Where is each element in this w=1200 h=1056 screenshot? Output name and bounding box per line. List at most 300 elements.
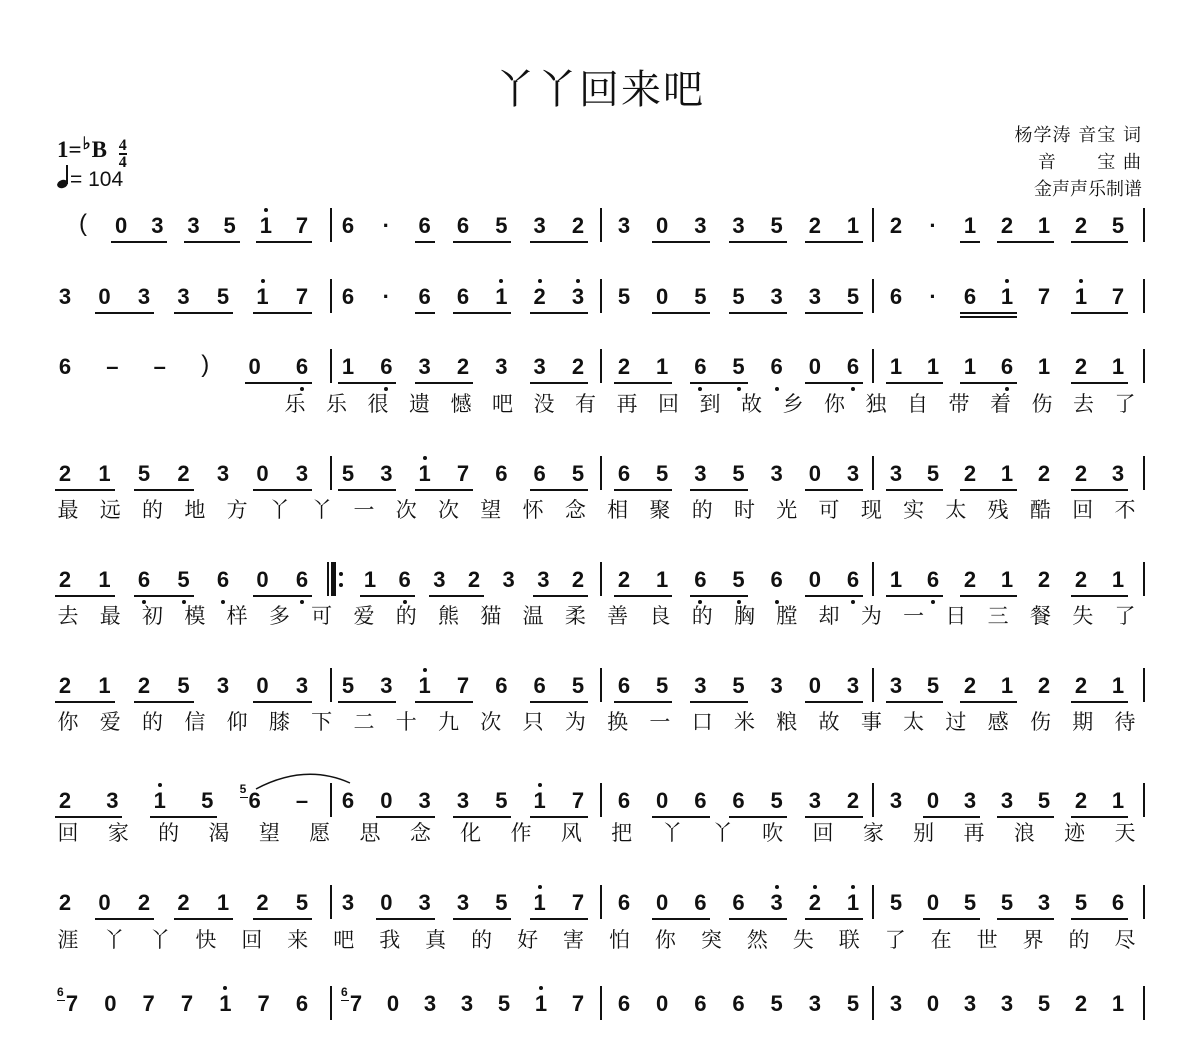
credits: [1015, 122, 1142, 203]
score-note: 3: [1037, 890, 1051, 915]
lyric-char: 丫: [661, 821, 683, 845]
score-note: 3: [295, 673, 309, 698]
lyric-char: 失: [1072, 604, 1094, 628]
beam-underline: [886, 489, 943, 491]
barline: [600, 349, 602, 383]
lyric-char: 九: [438, 710, 460, 734]
score-note: 3: [808, 991, 821, 1016]
time-signature: [119, 138, 127, 170]
score-note: 6: [380, 354, 393, 379]
lyric-char: 酷: [1029, 498, 1051, 522]
lyric-char: 怕: [608, 928, 630, 952]
score-note: 5: [694, 284, 707, 309]
lyric-char: 化: [460, 821, 482, 845]
score-note: 1: [495, 284, 508, 309]
score-note: 1: [259, 213, 272, 238]
score-note: 2: [1000, 213, 1014, 238]
score-note: 1: [1111, 991, 1125, 1016]
lyric-char: 日: [945, 604, 967, 628]
score-symbol: ·: [929, 284, 937, 309]
lyric-char: 界: [1022, 928, 1044, 952]
lyric-char: 太: [945, 498, 967, 522]
lyric-char: 次: [480, 710, 502, 734]
barline: [1143, 349, 1145, 383]
beam-underline: [690, 595, 748, 597]
beam-underline: [652, 312, 710, 314]
score-note: 6: [617, 788, 631, 813]
score-note: 2: [808, 890, 821, 915]
score-note: 3: [433, 567, 446, 592]
score-note: 1: [1111, 354, 1125, 379]
beam-underline: [652, 816, 710, 818]
key-tonic: B: [91, 137, 107, 162]
score-note: 2: [467, 567, 481, 592]
beam-underline: [960, 489, 1017, 491]
score-symbol: ·: [929, 213, 937, 238]
beam-underline: [453, 918, 511, 920]
score-note: 5: [137, 461, 151, 486]
score-note: 1: [418, 673, 431, 698]
grace-underline: [57, 1000, 65, 1001]
score-note: 0: [926, 991, 940, 1016]
score-note: 2: [1074, 788, 1088, 813]
score-note: 2: [1037, 461, 1051, 486]
barline: [600, 456, 602, 490]
barline: [1143, 208, 1145, 242]
score-note: 2: [963, 673, 977, 698]
score-note: 0: [98, 284, 111, 309]
barline: [1143, 562, 1145, 596]
lyric-char: 丫: [311, 498, 333, 522]
score-note: 0: [926, 890, 940, 915]
score-symbol: –: [153, 354, 166, 379]
lyrics-line: [0, 391, 1200, 421]
score-note: 2: [963, 461, 977, 486]
score-note: 2: [1074, 213, 1088, 238]
barline: [330, 349, 332, 383]
lyric-char: 多: [268, 604, 290, 628]
score-note: 1: [1000, 673, 1014, 698]
score-note: 1: [363, 567, 377, 592]
beam-underline: [338, 382, 396, 384]
score-note: 1: [534, 991, 548, 1016]
beam-underline: [960, 382, 1017, 384]
lyric-char: 一: [903, 604, 925, 628]
score-note: 6: [889, 284, 903, 309]
lyric-char: 温: [522, 604, 544, 628]
score-note: 3: [889, 673, 903, 698]
octave-up-dot: [223, 986, 227, 990]
lyric-char: 现: [860, 498, 882, 522]
score-note: 1: [256, 284, 269, 309]
open-paren: (: [79, 210, 87, 237]
score-note: 5: [1111, 213, 1125, 238]
lyric-char: 很: [367, 392, 389, 416]
beam-underline: [530, 816, 588, 818]
beam-underline: [805, 918, 863, 920]
song-title: 丫丫回来吧: [495, 67, 705, 113]
score-note: 0: [656, 991, 669, 1016]
score-symbol: ·: [382, 284, 390, 309]
beam-underline: [253, 918, 313, 920]
score-note: 6: [418, 213, 431, 238]
score-note: 3: [889, 991, 903, 1016]
score-note: 6: [533, 673, 546, 698]
lyric-char: 你: [57, 710, 79, 734]
lyric-char: 好: [517, 928, 539, 952]
score-note: 0: [98, 890, 111, 915]
score-note: 3: [732, 213, 745, 238]
lyric-char: 带: [948, 392, 970, 416]
lyric-char: 的: [142, 710, 164, 734]
lyrics-line: [0, 497, 1200, 527]
beam-underline: [997, 918, 1054, 920]
beam-underline: [55, 816, 122, 818]
beam-underline-second: [960, 316, 1017, 318]
beam-underline: [184, 241, 240, 243]
beam-underline: [533, 595, 588, 597]
score-note: 5: [177, 567, 190, 592]
beam-underline: [886, 701, 943, 703]
lyric-char: 独: [865, 392, 887, 416]
score-note: 6: [694, 354, 707, 379]
score-symbol: –: [295, 788, 309, 813]
lyric-char: 丫: [103, 928, 125, 952]
beam-underline: [729, 312, 787, 314]
lyric-char: 你: [824, 392, 845, 416]
lyric-char: 善: [607, 604, 629, 628]
score-note: 5: [201, 788, 214, 813]
beam-underline: [134, 489, 194, 491]
lyric-char: 的: [142, 498, 164, 522]
score-note: 3: [770, 890, 783, 915]
score-note: 6: [456, 284, 470, 309]
score-note: 2: [58, 673, 72, 698]
beam-underline: [134, 701, 194, 703]
lyric-char: 来: [287, 928, 309, 952]
barline: [330, 668, 332, 702]
score-note: 3: [295, 461, 309, 486]
beam-underline: [729, 816, 787, 818]
beam-underline: [690, 701, 748, 703]
score-note: 5: [770, 991, 783, 1016]
octave-up-dot: [1079, 279, 1083, 283]
octave-up-dot: [851, 885, 855, 889]
lyric-char: 真: [425, 928, 447, 952]
score-note: 3: [187, 213, 200, 238]
tempo-marking: [57, 168, 123, 192]
grace-note: 5: [239, 782, 247, 796]
lyric-char: 作: [510, 821, 532, 845]
score-note: 5: [656, 673, 669, 698]
score-note: 5: [732, 567, 745, 592]
score-note: 6: [495, 461, 508, 486]
lyric-char: 念: [409, 821, 431, 845]
lyric-char: 望: [480, 498, 502, 522]
lyric-char: 故: [818, 710, 840, 734]
lyric-char: 然: [746, 928, 768, 952]
score-note: 3: [423, 991, 437, 1016]
beam-underline: [805, 241, 863, 243]
score-note: 3: [1000, 788, 1014, 813]
lyric-char: 的: [691, 498, 713, 522]
score-note: 2: [137, 890, 151, 915]
lyrics-line: [0, 820, 1200, 850]
beam-underline: [530, 312, 588, 314]
lyric-char: 有: [575, 392, 596, 416]
score-note: 6: [341, 284, 355, 309]
lyric-char: 联: [838, 928, 860, 952]
octave-up-dot: [264, 208, 268, 212]
score-note: 2: [177, 890, 190, 915]
lyric-char: 却: [818, 604, 840, 628]
score-note: 1: [963, 213, 977, 238]
score-note: 1: [1000, 461, 1014, 486]
beam-underline: [1071, 816, 1128, 818]
barline: [1143, 986, 1145, 1020]
beam-underline: [55, 489, 115, 491]
beam-underline: [530, 918, 588, 920]
score-note: 3: [770, 461, 783, 486]
score-note: 5: [617, 284, 631, 309]
beam-underline: [805, 816, 863, 818]
beam-underline: [415, 312, 435, 314]
score-note: 0: [808, 673, 821, 698]
score-note: 1: [98, 567, 111, 592]
lyric-char: 二: [353, 710, 375, 734]
score-note: 5: [341, 461, 355, 486]
lyric-char: 换: [607, 710, 629, 734]
beam-underline: [805, 489, 863, 491]
score-note: 2: [1074, 567, 1088, 592]
score-note: 6: [926, 567, 940, 592]
lyric-char: 思: [359, 821, 381, 845]
score-note: 3: [106, 788, 119, 813]
engraver-credit: 金声声乐制谱: [1034, 179, 1142, 200]
score-note: 3: [846, 461, 860, 486]
score-note: 1: [418, 461, 431, 486]
beam-underline: [415, 382, 473, 384]
beam-underline: [55, 595, 115, 597]
lyric-char: 去: [57, 604, 79, 628]
score-note: 2: [617, 354, 631, 379]
score-note: 2: [1037, 673, 1051, 698]
grace-underline: [240, 797, 248, 798]
score-note: 2: [58, 788, 72, 813]
beam-underline: [729, 918, 787, 920]
barline: [330, 456, 332, 490]
score-note: 7: [349, 991, 363, 1016]
score-note: 3: [694, 461, 707, 486]
score-note: 1: [533, 890, 546, 915]
lyric-char: 模: [184, 604, 206, 628]
score-note: 5: [770, 788, 783, 813]
lyric-char: 样: [226, 604, 248, 628]
score-note: 1: [216, 890, 230, 915]
score-note: 2: [571, 354, 585, 379]
octave-up-dot: [1005, 279, 1009, 283]
score-note: 1: [1074, 284, 1088, 309]
score-note: 6: [295, 354, 309, 379]
lyric-char: 再: [963, 821, 985, 845]
score-note: 5: [495, 890, 508, 915]
beam-underline: [805, 382, 863, 384]
barline: [600, 986, 602, 1020]
barline: [600, 783, 602, 817]
barline: [1143, 885, 1145, 919]
lyric-char: 回: [241, 928, 263, 952]
score-note: 3: [502, 567, 515, 592]
lyric-char: 了: [1114, 392, 1136, 416]
score-note: 1: [1037, 213, 1051, 238]
lyric-char: 膛: [776, 604, 798, 628]
score-note: 3: [889, 788, 903, 813]
beam-underline: [1071, 918, 1128, 920]
lyric-char: 膝: [268, 710, 290, 734]
beam-underline: [55, 701, 115, 703]
beam-underline: [453, 241, 511, 243]
score-note: 6: [295, 567, 309, 592]
beam-underline: [338, 701, 396, 703]
score-note: 6: [418, 284, 431, 309]
lyric-char: 回: [658, 392, 679, 416]
beam-underline: [453, 816, 511, 818]
key-prefix: 1=: [57, 137, 82, 162]
lyric-char: 怀: [522, 498, 544, 522]
lyric-char: 只: [522, 710, 544, 734]
score-note: 6: [137, 567, 151, 592]
barline: [1143, 783, 1145, 817]
score-note: 5: [846, 284, 860, 309]
score-note: 5: [571, 461, 585, 486]
score-note: 3: [456, 788, 470, 813]
lyric-char: 丫: [268, 498, 290, 522]
beam-underline: [1071, 489, 1128, 491]
score-symbol: ·: [382, 213, 390, 238]
score-note: 5: [495, 788, 508, 813]
beam-underline: [530, 489, 588, 491]
score-note: 3: [341, 890, 355, 915]
lyric-char: 远: [99, 498, 121, 522]
score-note: 3: [808, 284, 821, 309]
lyric-char: 初: [142, 604, 164, 628]
score-note: 5: [341, 673, 355, 698]
beam-underline: [134, 595, 194, 597]
beam-underline: [805, 701, 863, 703]
flat-icon: ♭: [82, 134, 91, 153]
score-note: 6: [617, 673, 631, 698]
barline: [1143, 668, 1145, 702]
beam-underline: [1071, 312, 1128, 314]
score-note: 5: [1037, 788, 1051, 813]
lyric-char: 再: [616, 392, 638, 416]
beam-underline: [1071, 382, 1128, 384]
lyric-char: 事: [860, 710, 882, 734]
beam-underline: [690, 489, 748, 491]
barline: [330, 208, 332, 242]
lyric-char: 了: [1114, 604, 1136, 628]
beam-underline: [886, 595, 943, 597]
barline: [1143, 279, 1145, 313]
lyric-char: 感: [987, 710, 1009, 734]
beam-underline: [253, 701, 313, 703]
lyric-char: 的: [691, 604, 713, 628]
beam-underline: [111, 241, 167, 243]
octave-up-dot: [538, 885, 542, 889]
barline: [330, 986, 332, 1020]
octave-up-dot: [423, 668, 427, 672]
score-note: 7: [456, 461, 470, 486]
score-note: 5: [732, 673, 745, 698]
lyric-char: 口: [691, 710, 713, 734]
beam-underline: [174, 918, 234, 920]
lyricist-credit: 杨学涛 音宝 词: [1014, 125, 1142, 146]
score-note: 5: [732, 461, 745, 486]
score-note: 3: [177, 284, 190, 309]
tempo-value: = 104: [70, 168, 124, 191]
score-note: 5: [732, 354, 745, 379]
lyric-char: 柔: [564, 604, 586, 628]
lyric-char: 吹: [762, 821, 784, 845]
score-note: 0: [656, 213, 669, 238]
score-note: 0: [656, 890, 669, 915]
score-note: 6: [295, 991, 309, 1016]
score-note: 5: [495, 213, 508, 238]
lyric-char: 遗: [409, 392, 430, 416]
score-note: 2: [58, 461, 72, 486]
lyric-char: 可: [311, 604, 333, 628]
time-top: 4: [118, 137, 127, 154]
score-note: 0: [104, 991, 117, 1016]
lyric-char: 伤: [1029, 710, 1051, 734]
lyric-char: 最: [57, 498, 79, 522]
lyric-char: 吧: [492, 392, 513, 416]
beam-underline: [415, 241, 435, 243]
lyric-char: 太: [903, 710, 925, 734]
score-note: 0: [248, 354, 261, 379]
beam-underline: [530, 701, 588, 703]
score-note: 6: [732, 788, 745, 813]
beam-underline: [1071, 241, 1128, 243]
score-note: 3: [571, 284, 585, 309]
score-note: 7: [295, 284, 309, 309]
score-note: 5: [846, 991, 860, 1016]
lyric-char: 我: [379, 928, 401, 952]
score-note: 1: [889, 354, 903, 379]
score-note: 6: [694, 890, 707, 915]
barline: [872, 783, 874, 817]
barline: [872, 349, 874, 383]
lyric-char: 别: [913, 821, 935, 845]
score-note: 3: [533, 354, 546, 379]
lyric-char: 的: [471, 928, 493, 952]
score-note: 1: [846, 890, 860, 915]
beam-underline: [415, 489, 473, 491]
lyric-char: 乐: [326, 392, 347, 416]
score-note: 6: [694, 788, 707, 813]
octave-up-dot: [539, 986, 543, 990]
score-note: 6: [770, 354, 783, 379]
lyric-char: 在: [930, 928, 952, 952]
lyric-char: 三: [987, 604, 1009, 628]
score-system: [0, 986, 1200, 1056]
score-note: 1: [1000, 284, 1014, 309]
score-note: 2: [58, 567, 72, 592]
score-note: 6: [1111, 890, 1125, 915]
lyric-char: 过: [945, 710, 967, 734]
score-note: 5: [656, 461, 669, 486]
score-note: 0: [380, 788, 393, 813]
